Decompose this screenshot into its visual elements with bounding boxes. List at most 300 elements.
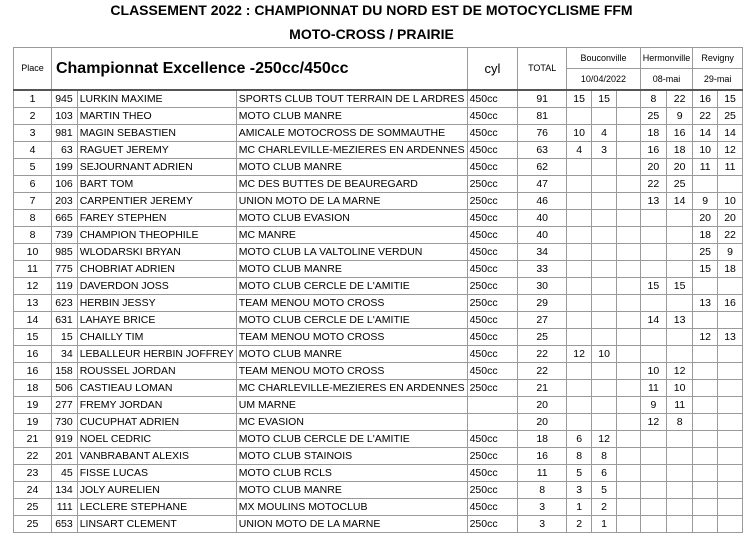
club-cell: MOTO CLUB MANRE — [236, 346, 467, 363]
rider-name-cell: CARPENTIER JEREMY — [77, 193, 236, 210]
place-cell: 8 — [14, 210, 52, 227]
table-row — [14, 295, 743, 312]
points-cell — [640, 482, 666, 499]
cyl-cell: 450cc — [467, 346, 518, 363]
place-cell: 19 — [14, 414, 52, 431]
points-cell — [617, 312, 641, 329]
cyl-cell: 450cc — [467, 244, 518, 261]
table-row — [14, 516, 743, 533]
rider-number-cell: 103 — [51, 108, 77, 125]
points-cell — [667, 465, 693, 482]
points-cell — [592, 227, 617, 244]
points-cell: 15 — [693, 261, 718, 278]
points-cell — [667, 448, 693, 465]
points-cell — [718, 465, 743, 482]
rider-number-cell: 111 — [51, 499, 77, 516]
total-cell: 33 — [518, 261, 567, 278]
rider-number-cell: 739 — [51, 227, 77, 244]
rider-number-cell: 158 — [51, 363, 77, 380]
points-cell — [640, 261, 666, 278]
club-cell: MOTO CLUB MANRE — [236, 482, 467, 499]
club-cell: MC MANRE — [236, 227, 467, 244]
rider-name-cell: LINSART CLEMENT — [77, 516, 236, 533]
club-cell: UNION MOTO DE LA MARNE — [236, 193, 467, 210]
rider-name-cell: RAGUET JEREMY — [77, 142, 236, 159]
total-cell: 22 — [518, 363, 567, 380]
rider-number-cell: 945 — [51, 90, 77, 108]
points-cell — [640, 499, 666, 516]
rider-number-cell: 45 — [51, 465, 77, 482]
points-cell: 22 — [693, 108, 718, 125]
cyl-cell: 250cc — [467, 380, 518, 397]
points-cell: 3 — [567, 482, 592, 499]
place-cell: 7 — [14, 193, 52, 210]
total-cell: 46 — [518, 193, 567, 210]
points-cell — [617, 278, 641, 295]
club-cell: MX MOULINS MOTOCLUB — [236, 499, 467, 516]
points-cell: 8 — [567, 448, 592, 465]
club-cell: MC CHARLEVILLE-MEZIERES EN ARDENNES — [236, 142, 467, 159]
points-cell — [693, 448, 718, 465]
table-row — [14, 482, 743, 499]
club-cell: SPORTS CLUB TOUT TERRAIN DE L ARDRES — [236, 90, 467, 108]
cyl-cell: 450cc — [467, 499, 518, 516]
points-cell — [617, 516, 641, 533]
points-cell — [617, 176, 641, 193]
rider-number-cell: 34 — [51, 346, 77, 363]
place-cell: 15 — [14, 329, 52, 346]
cyl-cell: 450cc — [467, 261, 518, 278]
rider-number-cell: 134 — [51, 482, 77, 499]
points-cell — [718, 414, 743, 431]
total-cell: 20 — [518, 414, 567, 431]
points-cell: 22 — [667, 90, 693, 108]
club-cell: MOTO CLUB CERCLE DE L'AMITIE — [236, 312, 467, 329]
points-cell — [667, 482, 693, 499]
table-row — [14, 244, 743, 261]
cyl-cell: 450cc — [467, 329, 518, 346]
points-cell — [592, 193, 617, 210]
header-championship: Championnat Excellence -250cc/450cc — [51, 48, 467, 91]
rider-number-cell: 119 — [51, 278, 77, 295]
title-line-1: CLASSEMENT 2022 : CHAMPIONNAT DU NORD EST DE MOTOCYCLISME FFM — [110, 2, 633, 18]
cyl-cell — [467, 414, 518, 431]
points-cell: 12 — [567, 346, 592, 363]
points-cell — [693, 414, 718, 431]
points-cell: 14 — [693, 125, 718, 142]
cyl-cell: 450cc — [467, 90, 518, 108]
place-cell: 10 — [14, 244, 52, 261]
points-cell — [693, 397, 718, 414]
rider-number-cell: 919 — [51, 431, 77, 448]
points-cell — [567, 193, 592, 210]
points-cell: 14 — [667, 193, 693, 210]
total-cell: 20 — [518, 397, 567, 414]
total-cell: 91 — [518, 90, 567, 108]
club-cell: TEAM MENOU MOTO CROSS — [236, 363, 467, 380]
points-cell: 10 — [640, 363, 666, 380]
points-cell: 11 — [718, 159, 743, 176]
points-cell: 9 — [718, 244, 743, 261]
points-cell — [617, 346, 641, 363]
rider-name-cell: CHOBRIAT ADRIEN — [77, 261, 236, 278]
points-cell — [567, 380, 592, 397]
table-row — [14, 278, 743, 295]
points-cell — [592, 261, 617, 278]
points-cell — [667, 295, 693, 312]
points-cell: 9 — [667, 108, 693, 125]
points-cell — [640, 210, 666, 227]
points-cell — [617, 159, 641, 176]
points-cell — [718, 176, 743, 193]
header-event-date: 08-mai — [640, 69, 693, 91]
points-cell — [567, 261, 592, 278]
points-cell — [617, 448, 641, 465]
rider-name-cell: LEBALLEUR HERBIN JOFFREY — [77, 346, 236, 363]
header-event-name: Revigny — [693, 48, 743, 69]
total-cell: 25 — [518, 329, 567, 346]
header-place: Place — [14, 48, 52, 91]
points-cell — [667, 431, 693, 448]
club-cell: MC CHARLEVILLE-MEZIERES EN ARDENNES — [236, 380, 467, 397]
points-cell: 25 — [640, 108, 666, 125]
points-cell — [617, 397, 641, 414]
points-cell — [693, 465, 718, 482]
total-cell: 34 — [518, 244, 567, 261]
club-cell: MOTO CLUB EVASION — [236, 210, 467, 227]
points-cell — [718, 516, 743, 533]
club-cell: TEAM MENOU MOTO CROSS — [236, 329, 467, 346]
points-cell: 6 — [592, 465, 617, 482]
rider-name-cell: LECLERE STEPHANE — [77, 499, 236, 516]
rider-name-cell: CHAILLY TIM — [77, 329, 236, 346]
points-cell: 8 — [592, 448, 617, 465]
total-cell: 18 — [518, 431, 567, 448]
points-cell: 9 — [640, 397, 666, 414]
rider-name-cell: CASTIEAU LOMAN — [77, 380, 236, 397]
points-cell — [617, 380, 641, 397]
points-cell: 11 — [693, 159, 718, 176]
cyl-cell: 450cc — [467, 363, 518, 380]
points-cell — [667, 261, 693, 278]
cyl-cell: 250cc — [467, 295, 518, 312]
place-cell: 18 — [14, 380, 52, 397]
header-event-date: 29-mai — [693, 69, 743, 91]
points-cell — [693, 346, 718, 363]
club-cell: MOTO CLUB MANRE — [236, 261, 467, 278]
total-cell: 47 — [518, 176, 567, 193]
points-cell — [567, 159, 592, 176]
points-cell — [567, 414, 592, 431]
total-cell: 3 — [518, 516, 567, 533]
total-cell: 63 — [518, 142, 567, 159]
points-cell — [718, 363, 743, 380]
place-cell: 1 — [14, 90, 52, 108]
points-cell: 12 — [718, 142, 743, 159]
points-cell — [640, 346, 666, 363]
place-cell: 6 — [14, 176, 52, 193]
points-cell — [617, 465, 641, 482]
club-cell: TEAM MENOU MOTO CROSS — [236, 295, 467, 312]
points-cell — [567, 397, 592, 414]
club-cell: MOTO CLUB CERCLE DE L'AMITIE — [236, 278, 467, 295]
points-cell: 15 — [592, 90, 617, 108]
points-cell — [617, 108, 641, 125]
points-cell: 10 — [718, 193, 743, 210]
points-cell — [592, 295, 617, 312]
total-cell: 16 — [518, 448, 567, 465]
place-cell: 25 — [14, 516, 52, 533]
place-cell: 21 — [14, 431, 52, 448]
points-cell — [617, 227, 641, 244]
points-cell: 20 — [667, 159, 693, 176]
table-row — [14, 448, 743, 465]
points-cell: 22 — [640, 176, 666, 193]
points-cell: 15 — [567, 90, 592, 108]
rider-number-cell: 203 — [51, 193, 77, 210]
rider-name-cell: ROUSSEL JORDAN — [77, 363, 236, 380]
points-cell — [718, 431, 743, 448]
rider-name-cell: LURKIN MAXIME — [77, 90, 236, 108]
points-cell: 14 — [718, 125, 743, 142]
points-cell: 5 — [592, 482, 617, 499]
points-cell — [617, 193, 641, 210]
header-event-name: Bouconville — [567, 48, 641, 69]
rider-name-cell: FREMY JORDAN — [77, 397, 236, 414]
points-cell — [718, 448, 743, 465]
title-line-2: MOTO-CROSS / PRAIRIE — [289, 26, 454, 42]
points-cell: 1 — [592, 516, 617, 533]
points-cell — [667, 346, 693, 363]
cyl-cell: 250cc — [467, 278, 518, 295]
table-row — [14, 363, 743, 380]
total-cell: 3 — [518, 499, 567, 516]
points-cell — [592, 312, 617, 329]
points-cell: 18 — [640, 125, 666, 142]
points-cell — [592, 329, 617, 346]
points-cell — [617, 431, 641, 448]
points-cell — [592, 278, 617, 295]
place-cell: 14 — [14, 312, 52, 329]
cyl-cell: 450cc — [467, 210, 518, 227]
points-cell: 12 — [592, 431, 617, 448]
rider-number-cell: 506 — [51, 380, 77, 397]
points-cell: 15 — [718, 90, 743, 108]
place-cell: 19 — [14, 397, 52, 414]
rider-number-cell: 623 — [51, 295, 77, 312]
points-cell: 25 — [718, 108, 743, 125]
points-cell: 18 — [667, 142, 693, 159]
table-row — [14, 159, 743, 176]
points-cell — [693, 431, 718, 448]
points-cell — [693, 499, 718, 516]
total-cell: 81 — [518, 108, 567, 125]
table-row — [14, 227, 743, 244]
points-cell: 25 — [667, 176, 693, 193]
total-cell: 29 — [518, 295, 567, 312]
cyl-cell: 250cc — [467, 516, 518, 533]
table-row — [14, 312, 743, 329]
table-row — [14, 210, 743, 227]
total-cell: 62 — [518, 159, 567, 176]
points-cell — [567, 312, 592, 329]
points-cell: 2 — [592, 499, 617, 516]
points-cell: 13 — [693, 295, 718, 312]
points-cell — [617, 261, 641, 278]
points-cell — [592, 159, 617, 176]
rider-name-cell: LAHAYE BRICE — [77, 312, 236, 329]
rider-number-cell: 631 — [51, 312, 77, 329]
table-row — [14, 142, 743, 159]
rider-name-cell: HERBIN JESSY — [77, 295, 236, 312]
points-cell — [592, 414, 617, 431]
total-cell: 30 — [518, 278, 567, 295]
place-cell: 24 — [14, 482, 52, 499]
total-cell: 40 — [518, 210, 567, 227]
points-cell — [640, 448, 666, 465]
points-cell: 16 — [667, 125, 693, 142]
table-row — [14, 465, 743, 482]
points-cell — [567, 278, 592, 295]
points-cell — [667, 499, 693, 516]
points-cell: 11 — [667, 397, 693, 414]
points-cell — [718, 278, 743, 295]
points-cell: 20 — [718, 210, 743, 227]
points-cell: 15 — [667, 278, 693, 295]
points-cell — [640, 227, 666, 244]
points-cell — [667, 227, 693, 244]
rider-number-cell: 106 — [51, 176, 77, 193]
points-cell — [617, 125, 641, 142]
rider-name-cell: CHAMPION THEOPHILE — [77, 227, 236, 244]
points-cell: 5 — [567, 465, 592, 482]
club-cell: MOTO CLUB STAINOIS — [236, 448, 467, 465]
total-cell: 8 — [518, 482, 567, 499]
points-cell — [617, 414, 641, 431]
table-row — [14, 261, 743, 278]
points-cell: 4 — [567, 142, 592, 159]
club-cell: MC EVASION — [236, 414, 467, 431]
points-cell — [617, 142, 641, 159]
cyl-cell: 450cc — [467, 431, 518, 448]
points-cell: 13 — [640, 193, 666, 210]
rider-name-cell: NOEL CEDRIC — [77, 431, 236, 448]
points-cell — [617, 499, 641, 516]
club-cell: MOTO CLUB LA VALTOLINE VERDUN — [236, 244, 467, 261]
place-cell: 5 — [14, 159, 52, 176]
points-cell — [592, 380, 617, 397]
points-cell — [693, 363, 718, 380]
points-cell — [640, 516, 666, 533]
points-cell: 8 — [667, 414, 693, 431]
cyl-cell: 250cc — [467, 482, 518, 499]
total-cell: 27 — [518, 312, 567, 329]
points-cell — [567, 227, 592, 244]
total-cell: 21 — [518, 380, 567, 397]
points-cell — [567, 244, 592, 261]
points-cell — [592, 397, 617, 414]
rider-number-cell: 63 — [51, 142, 77, 159]
points-cell — [592, 176, 617, 193]
rider-number-cell: 277 — [51, 397, 77, 414]
header-event-name: Hermonville — [640, 48, 693, 69]
club-cell: MOTO CLUB MANRE — [236, 108, 467, 125]
points-cell: 10 — [667, 380, 693, 397]
table-row — [14, 176, 743, 193]
points-cell: 13 — [718, 329, 743, 346]
points-cell — [567, 329, 592, 346]
points-cell — [693, 278, 718, 295]
rider-number-cell: 730 — [51, 414, 77, 431]
place-cell: 23 — [14, 465, 52, 482]
points-cell: 12 — [693, 329, 718, 346]
points-cell: 11 — [640, 380, 666, 397]
rider-name-cell: CUCUPHAT ADRIEN — [77, 414, 236, 431]
club-cell: MOTO CLUB RCLS — [236, 465, 467, 482]
club-cell: MC DES BUTTES DE BEAUREGARD — [236, 176, 467, 193]
points-cell — [667, 210, 693, 227]
points-cell — [693, 380, 718, 397]
points-cell: 13 — [667, 312, 693, 329]
cyl-cell: 450cc — [467, 125, 518, 142]
place-cell: 4 — [14, 142, 52, 159]
points-cell — [718, 397, 743, 414]
points-cell: 20 — [693, 210, 718, 227]
cyl-cell: 450cc — [467, 142, 518, 159]
points-cell: 12 — [640, 414, 666, 431]
cyl-cell: 250cc — [467, 193, 518, 210]
table-row — [14, 108, 743, 125]
points-cell — [617, 210, 641, 227]
header-cyl: cyl — [467, 48, 518, 91]
rider-name-cell: DAVERDON JOSS — [77, 278, 236, 295]
table-row — [14, 90, 743, 108]
points-cell — [640, 244, 666, 261]
points-cell — [640, 329, 666, 346]
total-cell: 22 — [518, 346, 567, 363]
points-cell — [693, 516, 718, 533]
table-row — [14, 329, 743, 346]
rider-number-cell: 201 — [51, 448, 77, 465]
header-total: TOTAL — [518, 48, 567, 91]
points-cell: 12 — [667, 363, 693, 380]
points-cell — [718, 380, 743, 397]
points-cell — [667, 329, 693, 346]
rider-name-cell: FAREY STEPHEN — [77, 210, 236, 227]
points-cell — [592, 210, 617, 227]
points-cell — [667, 516, 693, 533]
points-cell — [617, 244, 641, 261]
cyl-cell — [467, 397, 518, 414]
points-cell — [693, 482, 718, 499]
points-cell — [718, 312, 743, 329]
points-cell: 8 — [640, 90, 666, 108]
points-cell: 6 — [567, 431, 592, 448]
rider-number-cell: 981 — [51, 125, 77, 142]
points-cell — [592, 244, 617, 261]
points-cell: 15 — [640, 278, 666, 295]
points-cell: 10 — [592, 346, 617, 363]
points-cell: 16 — [718, 295, 743, 312]
rider-name-cell: BART TOM — [77, 176, 236, 193]
points-cell: 20 — [640, 159, 666, 176]
rider-name-cell: VANBRABANT ALEXIS — [77, 448, 236, 465]
table-row — [14, 125, 743, 142]
points-cell: 16 — [693, 90, 718, 108]
standings-table — [13, 47, 743, 533]
points-cell — [718, 482, 743, 499]
points-cell — [567, 210, 592, 227]
